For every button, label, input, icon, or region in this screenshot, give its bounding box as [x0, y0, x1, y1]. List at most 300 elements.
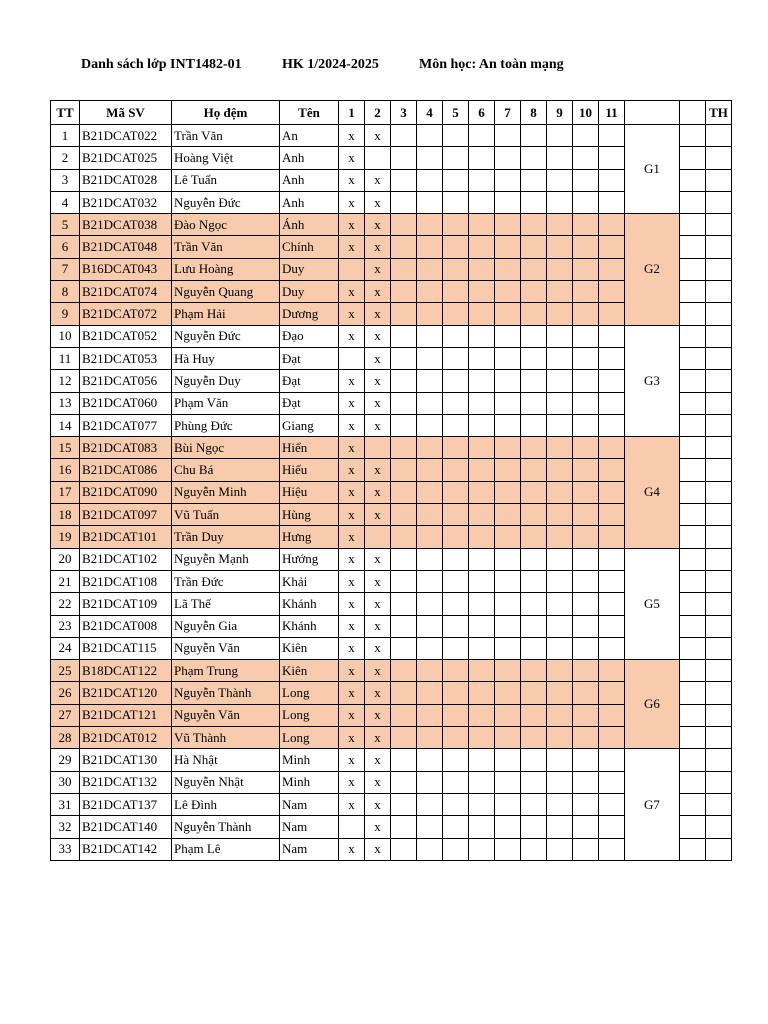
session-4-mark: [417, 615, 443, 637]
session-8-mark: [521, 414, 547, 436]
session-2-mark: x: [365, 370, 391, 392]
session-10-mark: [573, 660, 599, 682]
session-8-mark: [521, 793, 547, 815]
student-middle-name: Bùi Ngọc: [172, 437, 280, 459]
session-10-mark: [573, 414, 599, 436]
session-10-mark: [573, 125, 599, 147]
session-10-mark: [573, 191, 599, 213]
session-2-mark: [365, 437, 391, 459]
student-first-name: Khánh: [280, 593, 339, 615]
student-id: B21DCAT137: [80, 793, 172, 815]
session-3-mark: [391, 370, 417, 392]
session-10-mark: [573, 303, 599, 325]
row-number: 19: [51, 526, 80, 548]
session-5-mark: [443, 169, 469, 191]
column-header: 5: [443, 101, 469, 125]
extra-cell: [680, 660, 706, 682]
session-6-mark: [469, 704, 495, 726]
session-3-mark: [391, 504, 417, 526]
session-5-mark: [443, 660, 469, 682]
extra-cell: [680, 816, 706, 838]
session-2-mark: x: [365, 704, 391, 726]
session-11-mark: [599, 637, 625, 659]
session-5-mark: [443, 682, 469, 704]
th-cell: [706, 147, 732, 169]
row-number: 15: [51, 437, 80, 459]
session-6-mark: [469, 660, 495, 682]
session-4-mark: [417, 125, 443, 147]
session-6-mark: [469, 281, 495, 303]
session-2-mark: x: [365, 236, 391, 258]
th-cell: [706, 459, 732, 481]
session-11-mark: [599, 838, 625, 860]
session-1-mark: x: [339, 504, 365, 526]
student-id: B21DCAT022: [80, 125, 172, 147]
session-8-mark: [521, 526, 547, 548]
session-4-mark: [417, 214, 443, 236]
session-11-mark: [599, 615, 625, 637]
session-6-mark: [469, 370, 495, 392]
session-4-mark: [417, 191, 443, 213]
student-middle-name: Đào Ngọc: [172, 214, 280, 236]
session-3-mark: [391, 325, 417, 347]
session-2-mark: x: [365, 169, 391, 191]
session-11-mark: [599, 793, 625, 815]
session-11-mark: [599, 481, 625, 503]
session-10-mark: [573, 347, 599, 369]
student-id: B21DCAT038: [80, 214, 172, 236]
session-11-mark: [599, 459, 625, 481]
student-first-name: Hướng: [280, 548, 339, 570]
session-10-mark: [573, 214, 599, 236]
student-id: B21DCAT028: [80, 169, 172, 191]
column-header: [625, 101, 680, 125]
student-middle-name: Chu Bá: [172, 459, 280, 481]
row-number: 14: [51, 414, 80, 436]
session-10-mark: [573, 459, 599, 481]
session-3-mark: [391, 392, 417, 414]
row-number: 8: [51, 281, 80, 303]
session-6-mark: [469, 570, 495, 592]
session-5-mark: [443, 704, 469, 726]
session-10-mark: [573, 548, 599, 570]
th-cell: [706, 570, 732, 592]
session-3-mark: [391, 481, 417, 503]
session-1-mark: x: [339, 660, 365, 682]
session-5-mark: [443, 303, 469, 325]
student-id: B21DCAT109: [80, 593, 172, 615]
session-10-mark: [573, 325, 599, 347]
session-5-mark: [443, 459, 469, 481]
student-middle-name: Nguyễn Đức: [172, 325, 280, 347]
column-header: TH: [706, 101, 732, 125]
session-9-mark: [547, 169, 573, 191]
session-6-mark: [469, 593, 495, 615]
th-cell: [706, 727, 732, 749]
th-cell: [706, 637, 732, 659]
student-id: B21DCAT140: [80, 816, 172, 838]
session-3-mark: [391, 214, 417, 236]
column-header: [680, 101, 706, 125]
session-8-mark: [521, 593, 547, 615]
session-5-mark: [443, 392, 469, 414]
session-7-mark: [495, 303, 521, 325]
session-7-mark: [495, 147, 521, 169]
session-8-mark: [521, 370, 547, 392]
session-5-mark: [443, 281, 469, 303]
session-8-mark: [521, 214, 547, 236]
session-1-mark: x: [339, 793, 365, 815]
session-6-mark: [469, 481, 495, 503]
session-7-mark: [495, 125, 521, 147]
student-id: B21DCAT086: [80, 459, 172, 481]
student-first-name: Kiên: [280, 637, 339, 659]
row-number: 2: [51, 147, 80, 169]
extra-cell: [680, 437, 706, 459]
student-id: B21DCAT142: [80, 838, 172, 860]
session-9-mark: [547, 325, 573, 347]
session-11-mark: [599, 325, 625, 347]
column-header: Mã SV: [80, 101, 172, 125]
row-number: 23: [51, 615, 80, 637]
session-4-mark: [417, 303, 443, 325]
th-cell: [706, 437, 732, 459]
extra-cell: [680, 793, 706, 815]
student-id: B21DCAT056: [80, 370, 172, 392]
session-6-mark: [469, 793, 495, 815]
student-middle-name: Lê Đình: [172, 793, 280, 815]
session-5-mark: [443, 147, 469, 169]
session-10-mark: [573, 593, 599, 615]
session-2-mark: x: [365, 125, 391, 147]
student-first-name: Duy: [280, 281, 339, 303]
student-middle-name: Nguyễn Mạnh: [172, 548, 280, 570]
session-3-mark: [391, 125, 417, 147]
session-2-mark: x: [365, 838, 391, 860]
student-middle-name: Nguyễn Văn: [172, 637, 280, 659]
session-9-mark: [547, 838, 573, 860]
row-number: 5: [51, 214, 80, 236]
session-9-mark: [547, 682, 573, 704]
session-10-mark: [573, 437, 599, 459]
th-cell: [706, 682, 732, 704]
session-1-mark: x: [339, 771, 365, 793]
student-first-name: Giang: [280, 414, 339, 436]
session-9-mark: [547, 570, 573, 592]
session-5-mark: [443, 838, 469, 860]
session-1-mark: x: [339, 236, 365, 258]
th-cell: [706, 481, 732, 503]
session-6-mark: [469, 749, 495, 771]
session-8-mark: [521, 325, 547, 347]
row-number: 6: [51, 236, 80, 258]
session-8-mark: [521, 147, 547, 169]
session-11-mark: [599, 816, 625, 838]
session-4-mark: [417, 704, 443, 726]
session-4-mark: [417, 236, 443, 258]
session-11-mark: [599, 347, 625, 369]
extra-cell: [680, 838, 706, 860]
session-10-mark: [573, 771, 599, 793]
session-6-mark: [469, 771, 495, 793]
student-first-name: Kiên: [280, 660, 339, 682]
student-first-name: Chính: [280, 236, 339, 258]
student-first-name: Nam: [280, 816, 339, 838]
session-4-mark: [417, 504, 443, 526]
th-cell: [706, 504, 732, 526]
session-4-mark: [417, 281, 443, 303]
row-number: 1: [51, 125, 80, 147]
session-5-mark: [443, 258, 469, 280]
session-9-mark: [547, 147, 573, 169]
session-4-mark: [417, 570, 443, 592]
session-10-mark: [573, 392, 599, 414]
th-cell: [706, 281, 732, 303]
extra-cell: [680, 281, 706, 303]
extra-cell: [680, 526, 706, 548]
student-id: B21DCAT025: [80, 147, 172, 169]
session-10-mark: [573, 169, 599, 191]
session-2-mark: x: [365, 548, 391, 570]
session-8-mark: [521, 637, 547, 659]
session-11-mark: [599, 370, 625, 392]
column-header: Tên: [280, 101, 339, 125]
session-4-mark: [417, 370, 443, 392]
extra-cell: [680, 615, 706, 637]
session-8-mark: [521, 570, 547, 592]
session-4-mark: [417, 749, 443, 771]
session-3-mark: [391, 526, 417, 548]
session-1-mark: x: [339, 704, 365, 726]
th-cell: [706, 838, 732, 860]
session-3-mark: [391, 258, 417, 280]
session-7-mark: [495, 615, 521, 637]
session-10-mark: [573, 704, 599, 726]
table-header-row: [51, 101, 732, 125]
session-2-mark: [365, 526, 391, 548]
session-2-mark: x: [365, 214, 391, 236]
session-2-mark: x: [365, 392, 391, 414]
student-roster-table: [50, 100, 732, 861]
session-10-mark: [573, 570, 599, 592]
student-first-name: An: [280, 125, 339, 147]
session-4-mark: [417, 838, 443, 860]
session-10-mark: [573, 793, 599, 815]
session-4-mark: [417, 637, 443, 659]
session-10-mark: [573, 838, 599, 860]
session-2-mark: x: [365, 637, 391, 659]
session-2-mark: x: [365, 504, 391, 526]
session-3-mark: [391, 303, 417, 325]
session-5-mark: [443, 437, 469, 459]
row-number: 30: [51, 771, 80, 793]
group-label: G3: [625, 325, 680, 436]
session-5-mark: [443, 816, 469, 838]
session-2-mark: x: [365, 615, 391, 637]
student-first-name: Khải: [280, 570, 339, 592]
th-cell: [706, 303, 732, 325]
student-middle-name: Trần Đức: [172, 570, 280, 592]
session-1-mark: x: [339, 749, 365, 771]
table-row: [51, 548, 732, 570]
student-id: B21DCAT108: [80, 570, 172, 592]
extra-cell: [680, 258, 706, 280]
session-2-mark: x: [365, 816, 391, 838]
session-1-mark: x: [339, 370, 365, 392]
student-first-name: Đạt: [280, 347, 339, 369]
session-8-mark: [521, 682, 547, 704]
session-9-mark: [547, 481, 573, 503]
session-1-mark: x: [339, 637, 365, 659]
session-9-mark: [547, 749, 573, 771]
session-2-mark: x: [365, 191, 391, 213]
th-cell: [706, 660, 732, 682]
session-8-mark: [521, 258, 547, 280]
session-6-mark: [469, 504, 495, 526]
session-8-mark: [521, 125, 547, 147]
session-5-mark: [443, 414, 469, 436]
th-cell: [706, 414, 732, 436]
session-2-mark: x: [365, 347, 391, 369]
extra-cell: [680, 325, 706, 347]
session-2-mark: [365, 147, 391, 169]
session-5-mark: [443, 481, 469, 503]
session-6-mark: [469, 459, 495, 481]
group-label: G7: [625, 749, 680, 860]
session-2-mark: x: [365, 481, 391, 503]
group-label: G4: [625, 437, 680, 548]
session-11-mark: [599, 526, 625, 548]
session-6-mark: [469, 325, 495, 347]
session-11-mark: [599, 749, 625, 771]
student-middle-name: Hoàng Việt: [172, 147, 280, 169]
row-number: 27: [51, 704, 80, 726]
session-8-mark: [521, 749, 547, 771]
column-header: Họ đệm: [172, 101, 280, 125]
extra-cell: [680, 303, 706, 325]
session-5-mark: [443, 548, 469, 570]
session-10-mark: [573, 370, 599, 392]
group-label: G2: [625, 214, 680, 325]
row-number: 16: [51, 459, 80, 481]
session-1-mark: x: [339, 526, 365, 548]
session-3-mark: [391, 749, 417, 771]
student-middle-name: Phạm Lê: [172, 838, 280, 860]
session-9-mark: [547, 370, 573, 392]
th-cell: [706, 236, 732, 258]
session-6-mark: [469, 414, 495, 436]
session-1-mark: x: [339, 548, 365, 570]
session-3-mark: [391, 414, 417, 436]
student-first-name: Đạt: [280, 392, 339, 414]
session-4-mark: [417, 147, 443, 169]
session-8-mark: [521, 727, 547, 749]
th-cell: [706, 793, 732, 815]
session-1-mark: x: [339, 325, 365, 347]
row-number: 32: [51, 816, 80, 838]
student-first-name: Hùng: [280, 504, 339, 526]
session-4-mark: [417, 347, 443, 369]
session-9-mark: [547, 236, 573, 258]
session-1-mark: x: [339, 727, 365, 749]
session-8-mark: [521, 347, 547, 369]
session-4-mark: [417, 793, 443, 815]
class-list-title: Danh sách lớp INT1482-01: [81, 57, 242, 72]
student-first-name: Dương: [280, 303, 339, 325]
session-2-mark: x: [365, 793, 391, 815]
session-5-mark: [443, 727, 469, 749]
session-9-mark: [547, 816, 573, 838]
session-7-mark: [495, 682, 521, 704]
session-11-mark: [599, 704, 625, 726]
session-5-mark: [443, 191, 469, 213]
session-9-mark: [547, 437, 573, 459]
row-number: 31: [51, 793, 80, 815]
session-9-mark: [547, 347, 573, 369]
student-id: B21DCAT072: [80, 303, 172, 325]
session-7-mark: [495, 727, 521, 749]
table-row: [51, 749, 732, 771]
extra-cell: [680, 191, 706, 213]
student-middle-name: Phạm Trung: [172, 660, 280, 682]
session-4-mark: [417, 414, 443, 436]
session-11-mark: [599, 771, 625, 793]
session-5-mark: [443, 749, 469, 771]
student-first-name: Duy: [280, 258, 339, 280]
session-11-mark: [599, 593, 625, 615]
session-11-mark: [599, 727, 625, 749]
row-number: 26: [51, 682, 80, 704]
extra-cell: [680, 392, 706, 414]
session-6-mark: [469, 169, 495, 191]
student-middle-name: Lê Tuấn: [172, 169, 280, 191]
session-9-mark: [547, 637, 573, 659]
session-7-mark: [495, 236, 521, 258]
row-number: 12: [51, 370, 80, 392]
row-number: 7: [51, 258, 80, 280]
session-5-mark: [443, 771, 469, 793]
student-first-name: Đạt: [280, 370, 339, 392]
session-7-mark: [495, 838, 521, 860]
session-7-mark: [495, 749, 521, 771]
th-cell: [706, 214, 732, 236]
student-middle-name: Nguyễn Nhật: [172, 771, 280, 793]
session-1-mark: x: [339, 615, 365, 637]
session-3-mark: [391, 793, 417, 815]
session-6-mark: [469, 437, 495, 459]
session-5-mark: [443, 125, 469, 147]
table-row: [51, 437, 732, 459]
session-11-mark: [599, 147, 625, 169]
row-number: 21: [51, 570, 80, 592]
session-9-mark: [547, 504, 573, 526]
session-9-mark: [547, 392, 573, 414]
session-7-mark: [495, 704, 521, 726]
row-number: 13: [51, 392, 80, 414]
session-5-mark: [443, 526, 469, 548]
session-7-mark: [495, 637, 521, 659]
session-10-mark: [573, 637, 599, 659]
student-middle-name: Nguyễn Thành: [172, 816, 280, 838]
session-3-mark: [391, 637, 417, 659]
student-middle-name: Nguyễn Văn: [172, 704, 280, 726]
student-middle-name: Hà Huy: [172, 347, 280, 369]
session-4-mark: [417, 459, 443, 481]
extra-cell: [680, 704, 706, 726]
th-cell: [706, 370, 732, 392]
session-7-mark: [495, 459, 521, 481]
session-1-mark: x: [339, 414, 365, 436]
